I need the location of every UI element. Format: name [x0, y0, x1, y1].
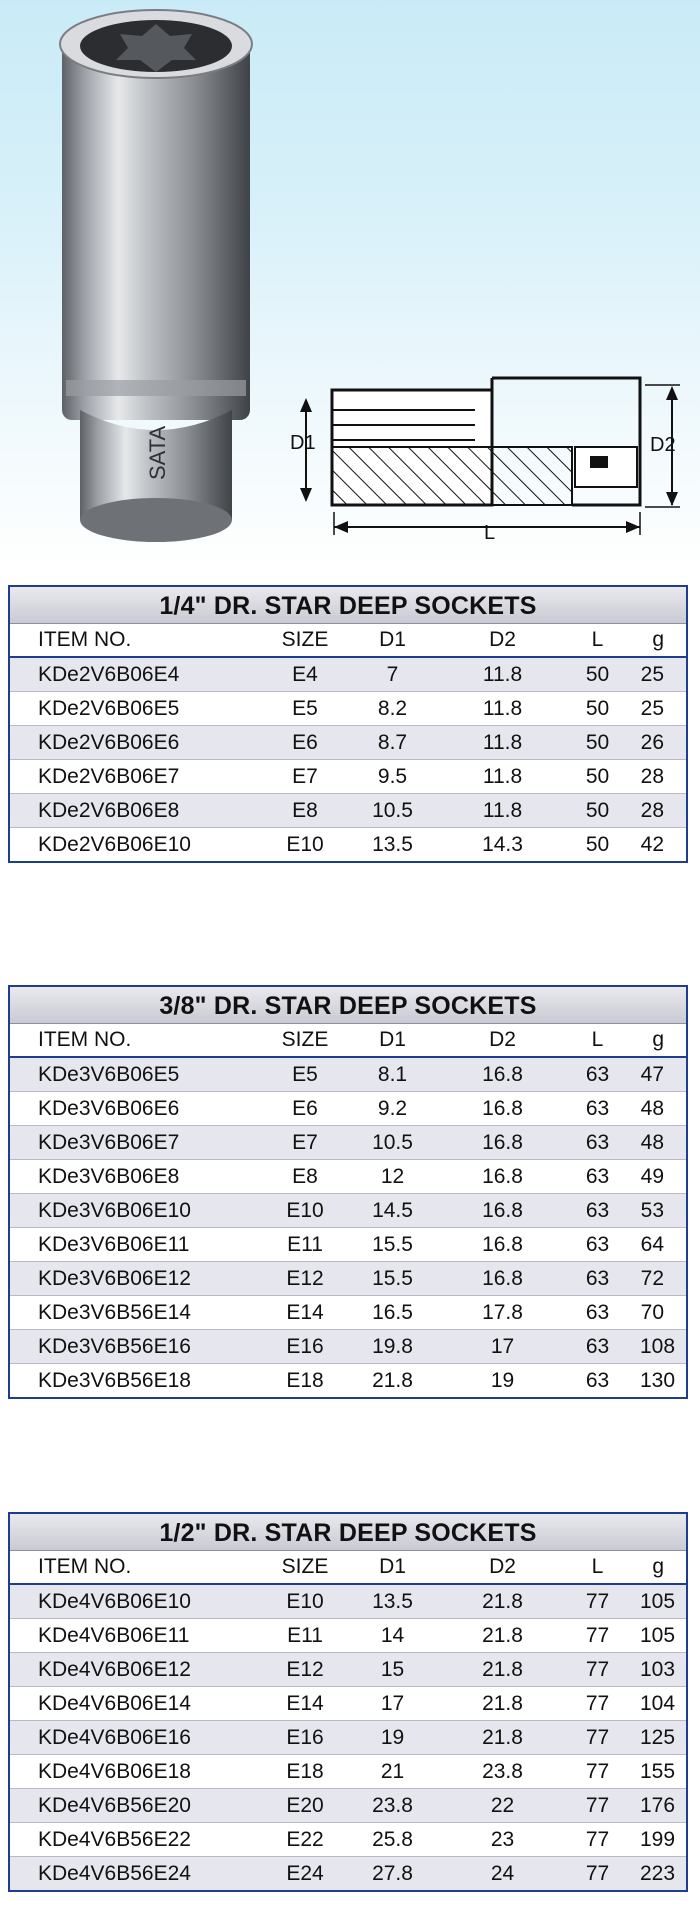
table-row	[10, 1364, 686, 1397]
cell-d1: 25.8	[372, 1827, 413, 1851]
col-l: L	[591, 1028, 604, 1051]
col-size: SIZE	[281, 1555, 329, 1578]
col-item-no: ITEM NO.	[38, 628, 132, 651]
col-g: g	[652, 1555, 664, 1578]
cell-d1: 21.8	[372, 1368, 413, 1392]
cell-l: 77	[585, 1759, 610, 1783]
table-title: 3/8" DR. STAR DEEP SOCKETS	[10, 987, 686, 1024]
cell-d1: 7	[386, 662, 399, 686]
cell-d2: 16.8	[482, 1266, 523, 1290]
cell-d2: 23.8	[482, 1759, 523, 1783]
cell-item-no: KDe3V6B06E11	[38, 1232, 190, 1256]
cell-d1: 15.5	[372, 1266, 413, 1290]
cell-l: 77	[585, 1793, 610, 1817]
cell-l: 50	[585, 832, 610, 856]
cell-d2: 21.8	[482, 1691, 523, 1715]
cell-item-no: KDe2V6B06E10	[38, 832, 191, 856]
table-header	[10, 1024, 686, 1058]
cell-l: 63	[585, 1232, 610, 1256]
table-body	[10, 658, 686, 861]
cell-d2: 11.8	[482, 730, 523, 754]
cell-item-no: KDe4V6B06E10	[38, 1589, 191, 1613]
cell-d1: 8.1	[377, 1062, 408, 1086]
cell-item-no: KDe3V6B06E5	[38, 1062, 180, 1086]
socket-illustration	[0, 0, 700, 570]
cell-g: 47	[640, 1062, 664, 1086]
cell-size: E12	[286, 1657, 324, 1681]
table-row	[10, 1619, 686, 1653]
cell-d2: 17.8	[482, 1300, 523, 1324]
cell-d1: 8.2	[377, 696, 408, 720]
cell-d2: 16.8	[482, 1198, 523, 1222]
cell-g: 223	[640, 1861, 676, 1885]
col-d1: D1	[379, 1028, 406, 1051]
cell-size: E14	[286, 1691, 324, 1715]
table-body	[10, 1585, 686, 1890]
table-row	[10, 1330, 686, 1364]
col-item-no: ITEM NO.	[38, 1028, 132, 1051]
cell-g: 26	[640, 730, 664, 754]
cell-d2: 16.8	[482, 1062, 523, 1086]
table-row	[10, 1160, 686, 1194]
cell-g: 105	[640, 1623, 676, 1647]
table-row	[10, 828, 686, 861]
cell-l: 77	[585, 1657, 610, 1681]
cell-l: 77	[585, 1861, 610, 1885]
spec-table-quarter-inch	[8, 585, 688, 863]
cell-d1: 15	[380, 1657, 405, 1681]
cell-l: 63	[585, 1266, 610, 1290]
cell-item-no: KDe3V6B56E14	[38, 1300, 191, 1324]
table-row	[10, 1687, 686, 1721]
cell-d2: 11.8	[482, 764, 523, 788]
cell-item-no: KDe2V6B06E4	[38, 662, 180, 686]
table-row	[10, 1789, 686, 1823]
col-item-no: ITEM NO.	[38, 1555, 132, 1578]
table-body	[10, 1058, 686, 1397]
cell-d1: 9.2	[377, 1096, 408, 1120]
table-row	[10, 1092, 686, 1126]
table-row	[10, 658, 686, 692]
product-hero	[0, 0, 700, 570]
cell-size: E24	[286, 1861, 324, 1885]
cell-l: 50	[585, 764, 610, 788]
col-d2: D2	[489, 628, 516, 651]
cell-d2: 14.3	[482, 832, 523, 856]
cell-d1: 13.5	[372, 832, 413, 856]
cell-d1: 19.8	[372, 1334, 413, 1358]
table-row	[10, 1653, 686, 1687]
cell-g: 155	[640, 1759, 676, 1783]
cell-size: E8	[292, 1164, 318, 1188]
cell-l: 50	[585, 798, 610, 822]
table-row	[10, 1857, 686, 1890]
cell-item-no: KDe3V6B56E16	[38, 1334, 191, 1358]
table-row	[10, 726, 686, 760]
cell-g: 199	[640, 1827, 676, 1851]
cell-item-no: KDe2V6B06E8	[38, 798, 180, 822]
cell-l: 63	[585, 1368, 610, 1392]
cell-d1: 19	[380, 1725, 405, 1749]
cell-d2: 21.8	[482, 1725, 523, 1749]
cell-item-no: KDe4V6B06E16	[38, 1725, 191, 1749]
col-size: SIZE	[281, 1028, 329, 1051]
col-l: L	[591, 628, 604, 651]
cell-size: E11	[287, 1623, 323, 1647]
cell-d2: 11.8	[482, 696, 523, 720]
cell-size: E22	[286, 1827, 324, 1851]
cell-d2: 11.8	[482, 662, 523, 686]
table-row	[10, 1721, 686, 1755]
cell-item-no: KDe4V6B06E18	[38, 1759, 191, 1783]
d1-label: D1	[290, 432, 316, 454]
cell-d1: 9.5	[377, 764, 408, 788]
cell-l: 63	[585, 1334, 610, 1358]
table-row	[10, 1228, 686, 1262]
cell-g: 28	[640, 764, 664, 788]
cell-size: E6	[292, 1096, 318, 1120]
cell-d1: 16.5	[372, 1300, 413, 1324]
cell-g: 70	[640, 1300, 664, 1324]
cell-g: 28	[640, 798, 664, 822]
table-header	[10, 624, 686, 658]
table-row	[10, 1058, 686, 1092]
cell-d1: 23.8	[372, 1793, 413, 1817]
cell-g: 42	[640, 832, 664, 856]
cell-d2: 16.8	[482, 1232, 523, 1256]
cell-d1: 14	[380, 1623, 405, 1647]
cell-size: E12	[286, 1266, 324, 1290]
cell-d1: 27.8	[372, 1861, 413, 1885]
spec-table-three-eighths-inch	[8, 985, 688, 1399]
cell-item-no: KDe2V6B06E7	[38, 764, 180, 788]
cell-size: E4	[292, 662, 318, 686]
table-row	[10, 1823, 686, 1857]
cell-d1: 13.5	[372, 1589, 413, 1613]
cell-size: E18	[286, 1368, 324, 1392]
cell-d1: 17	[380, 1691, 405, 1715]
table-row	[10, 1262, 686, 1296]
d2-label: D2	[650, 434, 676, 456]
cell-item-no: KDe3V6B06E10	[38, 1198, 191, 1222]
cell-item-no: KDe4V6B56E24	[38, 1861, 191, 1885]
svg-text:SATA: SATA	[145, 425, 170, 480]
table-row	[10, 1755, 686, 1789]
cell-g: 48	[640, 1096, 664, 1120]
cell-item-no: KDe4V6B06E11	[38, 1623, 190, 1647]
cell-l: 50	[585, 696, 610, 720]
socket-photo	[60, 10, 252, 542]
cell-l: 63	[585, 1198, 610, 1222]
cell-d1: 21	[380, 1759, 405, 1783]
cell-d2: 23	[490, 1827, 515, 1851]
cell-l: 77	[585, 1725, 610, 1749]
table-row	[10, 1194, 686, 1228]
cell-g: 103	[640, 1657, 676, 1681]
table-row	[10, 760, 686, 794]
cell-item-no: KDe4V6B56E20	[38, 1793, 191, 1817]
cell-size: E11	[287, 1232, 323, 1256]
cell-d1: 15.5	[372, 1232, 413, 1256]
cell-size: E5	[292, 1062, 318, 1086]
cell-item-no: KDe3V6B06E6	[38, 1096, 180, 1120]
cell-d1: 10.5	[372, 1130, 413, 1154]
cell-item-no: KDe2V6B06E5	[38, 696, 180, 720]
cell-size: E18	[286, 1759, 324, 1783]
cell-g: 104	[640, 1691, 676, 1715]
cell-d2: 16.8	[482, 1164, 523, 1188]
cell-d2: 21.8	[482, 1657, 523, 1681]
cell-size: E14	[286, 1300, 324, 1324]
dimension-drawing	[300, 378, 680, 535]
col-size: SIZE	[281, 628, 329, 651]
cell-d2: 19	[490, 1368, 515, 1392]
cell-size: E7	[292, 1130, 318, 1154]
cell-g: 105	[640, 1589, 676, 1613]
cell-l: 63	[585, 1062, 610, 1086]
cell-d2: 22	[490, 1793, 515, 1817]
table-row	[10, 1585, 686, 1619]
cell-l: 63	[585, 1130, 610, 1154]
col-l: L	[591, 1555, 604, 1578]
cell-d2: 21.8	[482, 1623, 523, 1647]
table-row	[10, 1126, 686, 1160]
cell-l: 77	[585, 1589, 610, 1613]
cell-g: 25	[640, 662, 664, 686]
cell-size: E16	[286, 1725, 324, 1749]
cell-item-no: KDe4V6B56E22	[38, 1827, 191, 1851]
col-d1: D1	[379, 1555, 406, 1578]
cell-g: 72	[640, 1266, 664, 1290]
table-header	[10, 1551, 686, 1585]
cell-d1: 10.5	[372, 798, 413, 822]
cell-l: 63	[585, 1300, 610, 1324]
cell-g: 125	[640, 1725, 676, 1749]
cell-item-no: KDe2V6B06E6	[38, 730, 180, 754]
cell-size: E7	[292, 764, 318, 788]
cell-size: E6	[292, 730, 318, 754]
cell-size: E10	[286, 1198, 324, 1222]
cell-d1: 12	[380, 1164, 405, 1188]
cell-d2: 16.8	[482, 1096, 523, 1120]
cell-l: 63	[585, 1096, 610, 1120]
col-d1: D1	[379, 628, 406, 651]
cell-g: 48	[640, 1130, 664, 1154]
cell-g: 25	[640, 696, 664, 720]
cell-item-no: KDe3V6B56E18	[38, 1368, 191, 1392]
col-g: g	[652, 1028, 664, 1051]
col-g: g	[652, 628, 664, 651]
cell-size: E8	[292, 798, 318, 822]
cell-l: 63	[585, 1164, 610, 1188]
cell-d2: 11.8	[482, 798, 523, 822]
table-row	[10, 1296, 686, 1330]
cell-g: 130	[640, 1368, 676, 1392]
cell-size: E16	[286, 1334, 324, 1358]
cell-d1: 8.7	[377, 730, 408, 754]
col-d2: D2	[489, 1028, 516, 1051]
cell-l: 77	[585, 1691, 610, 1715]
cell-g: 53	[640, 1198, 664, 1222]
cell-g: 108	[640, 1334, 676, 1358]
cell-d1: 14.5	[372, 1198, 413, 1222]
col-d2: D2	[489, 1555, 516, 1578]
cell-size: E10	[286, 832, 324, 856]
cell-d2: 16.8	[482, 1130, 523, 1154]
cell-g: 64	[640, 1232, 664, 1256]
cell-l: 50	[585, 730, 610, 754]
spec-table-half-inch	[8, 1512, 688, 1892]
cell-d2: 24	[490, 1861, 515, 1885]
table-title: 1/2" DR. STAR DEEP SOCKETS	[10, 1514, 686, 1551]
cell-g: 176	[640, 1793, 676, 1817]
cell-l: 50	[585, 662, 610, 686]
cell-l: 77	[585, 1827, 610, 1851]
table-row	[10, 794, 686, 828]
table-row	[10, 692, 686, 726]
cell-item-no: KDe3V6B06E8	[38, 1164, 180, 1188]
cell-g: 49	[640, 1164, 664, 1188]
cell-item-no: KDe4V6B06E14	[38, 1691, 191, 1715]
cell-l: 77	[585, 1623, 610, 1647]
cell-size: E20	[286, 1793, 324, 1817]
cell-d2: 17	[490, 1334, 515, 1358]
l-label: L	[484, 522, 496, 544]
cell-item-no: KDe4V6B06E12	[38, 1657, 191, 1681]
cell-size: E5	[292, 696, 318, 720]
cell-item-no: KDe3V6B06E7	[38, 1130, 180, 1154]
cell-item-no: KDe3V6B06E12	[38, 1266, 191, 1290]
table-title: 1/4" DR. STAR DEEP SOCKETS	[10, 587, 686, 624]
cell-d2: 21.8	[482, 1589, 523, 1613]
cell-size: E10	[286, 1589, 324, 1613]
